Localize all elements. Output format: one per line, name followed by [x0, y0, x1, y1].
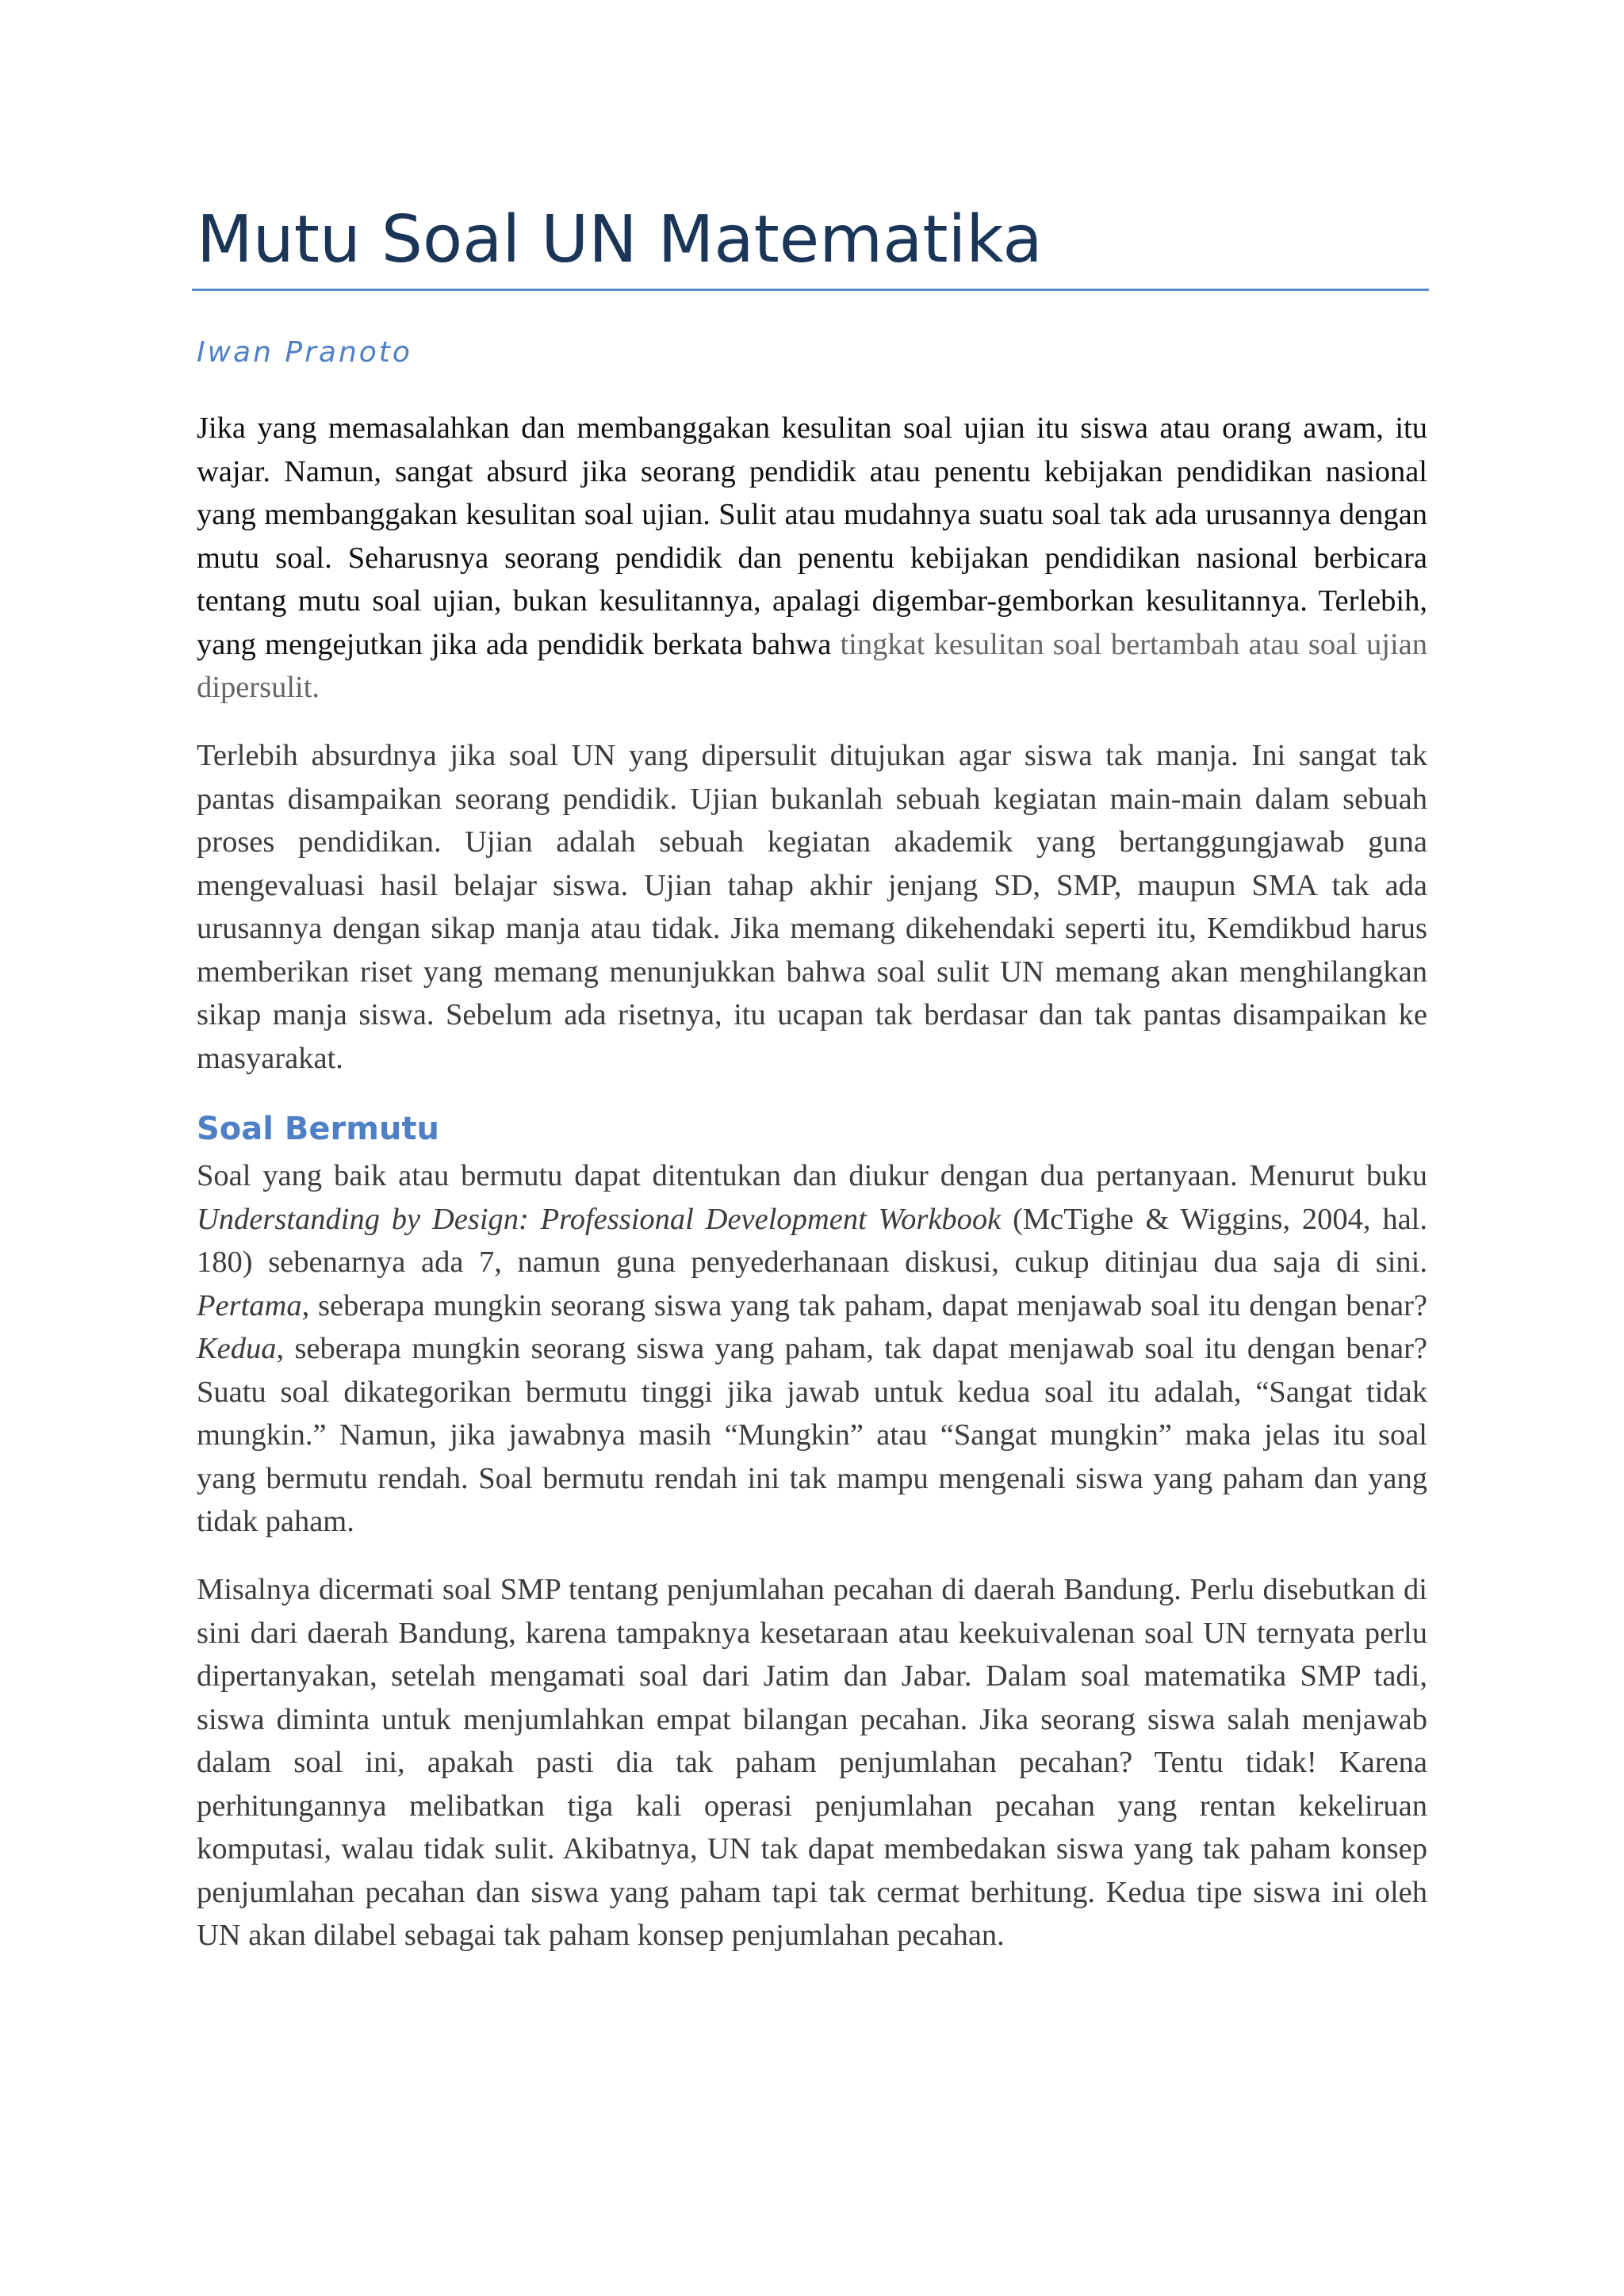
paragraph-quality-criteria	[197, 1154, 1427, 1544]
first-question-label: Pertama	[197, 1288, 302, 1322]
paragraph-absurd: Terlebih absurdnya jika soal UN yang dipersulit ditujukan agar siswa tak manja. Ini sangat tak pantas disampaikan seorang pendidik. Ujian bukanlah sebuah kegiatan main-main dalam sebuah proses pendidikan. Ujian adalah sebuah kegiatan akademik yang bertanggungjawab guna mengevaluasi hasil belajar siswa. Ujian tahap akhir jenjang SD, SMP, maupun SMA tak ada urusannya dengan sikap manja atau tidak. Jika memang dikehendaki seperti itu, Kemdikbud harus memberikan riset yang memang menunjukkan bahwa soal sulit UN memang akan menghilangkan sikap manja siswa. Sebelum ada risetnya, itu ucapan tak berdasar dan tak pantas disampaikan ke masyarakat.	[197, 739, 1427, 1075]
paragraph-intro-text: Jika yang memasalahkan dan membanggakan kesulitan soal ujian itu siswa atau orang awam, itu wajar. Namun, sangat absurd jika seorang pendidik atau penentu kebijakan pendidikan nasional yang membanggakan kesulitan soal ujian. Sulit atau mudahnya suatu soal tak ada urusannya dengan mutu soal. Seharusnya seorang pendidik dan penentu kebijakan pendidikan nasional berbicara tentang mutu soal ujian, bukan kesulitannya, apalagi digembar-gemborkan kesulitannya. Terlebih, yang mengejutkan jika ada pendidik berkata bahwa	[197, 411, 1427, 661]
paragraph-text-part-1: Soal yang baik atau bermutu dapat ditentukan dan diukur dengan dua pertanyaan. Menurut buku	[197, 1159, 1427, 1192]
second-question-label: Kedua	[197, 1332, 277, 1365]
paragraph-intro	[197, 407, 1427, 710]
paragraph-example-bandung: Misalnya dicermati soal SMP tentang penjumlahan pecahan di daerah Bandung. Perlu disebutkan di sini dari daerah Bandung, karena tampaknya kesetaraan atau keekuivalenan soal UN ternyata perlu dipertanyakan, setelah mengamati soal dari Jatim dan Jabar. Dalam soal matematika SMP tadi, siswa diminta untuk menjumlahkan empat bilangan pecahan. Jika seorang siswa salah menjawab dalam soal ini, apakah pasti dia tak paham penjumlahan pecahan? Tentu tidak! Karena perhitungannya melibatkan tiga kali operasi penjumlahan pecahan yang rentan kekeliruan komputasi, walau tidak sulit. Akibatnya, UN tak dapat membedakan siswa yang tak paham konsep penjumlahan pecahan dan siswa yang paham tapi tak cermat berhitung. Kedua tipe siswa ini oleh UN akan dilabel sebagai tak paham konsep penjumlahan pecahan.	[197, 1573, 1427, 1952]
paragraph-intro-quote: tingkat kesulitan soal bertambah atau soal ujian dipersulit.	[197, 627, 1428, 704]
paragraph-text-part-2: (McTighe & Wiggins, 2004, hal. 180) sebenarnya ada 7, namun guna penyederhanaan diskusi, cukup ditinjau dua saja di sini.	[197, 1202, 1427, 1279]
document-title: Mutu Soal UN Matematika	[197, 202, 1043, 277]
author-name: Iwan Pranoto	[197, 336, 412, 369]
section-heading-soal-bermutu: Soal Bermutu	[197, 1111, 440, 1147]
paragraph-text-part-3: , seberapa mungkin seorang siswa yang tak paham, dapat menjawab soal itu dengan benar?	[301, 1288, 1427, 1322]
paragraph-text-part-4: , seberapa mungkin seorang siswa yang paham, tak dapat menjawab soal itu dengan benar? Suatu soal dikategorikan bermutu tinggi jika jawab untuk kedua soal itu adalah, “Sangat tidak mungkin.” Namun, jika jawabnya masih “Mungkin” atau “Sangat mungkin” maka jelas itu soal yang bermutu rendah. Soal bermutu rendah ini tak mampu mengenali siswa yang paham dan yang tidak paham.	[197, 1332, 1427, 1538]
book-title: Understanding by Design: Professional Development Workbook	[197, 1202, 1002, 1236]
title-divider	[192, 289, 1429, 291]
